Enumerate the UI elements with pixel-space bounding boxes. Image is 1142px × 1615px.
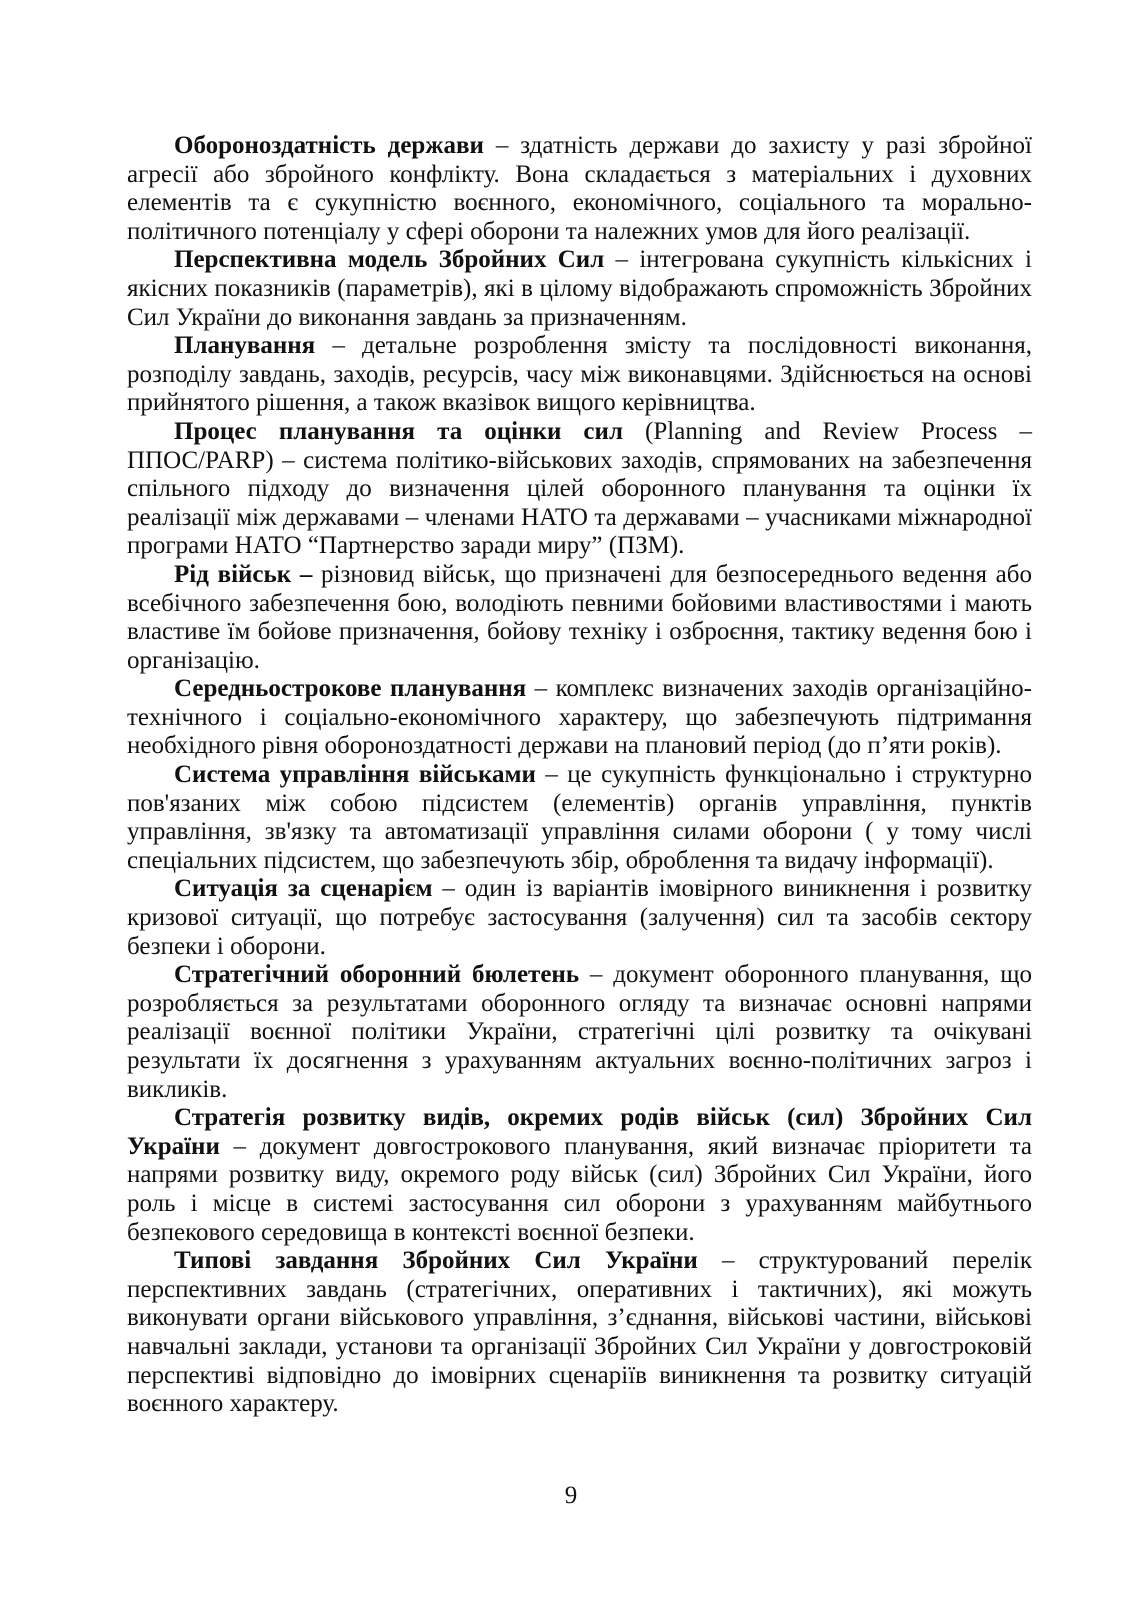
glossary-definition: – структурований перелік перспективних завдань (стратегічних, оперативних і тактичних), які можуть виконувати органи військового управління, з’єднання, військові частини, військові навчальні заклади, установи та організації Збройних Сил України у довгостроковій перспективі відповідно до імовірних сценаріїв виникнення та розвитку ситуацій воєнного характеру. — [127, 1247, 1032, 1418]
glossary-term: Стратегічний оборонний бюлетень — [174, 961, 580, 989]
glossary-paragraph — [127, 132, 1032, 246]
glossary-definition: різновид військ, що призначені для безпосереднього ведення або всебічного забезпечення бою, володіють певними бойовими властивостями і мають властиве їм бойове призначення, бойову техніку і озброєння, тактику ведення бою і організацію. — [127, 560, 1032, 674]
glossary-definition: – один із варіантів імовірного виникнення і розвитку кризової ситуації, що потребує застосування (залучення) сил та засобів сектору безпеки і оборони. — [127, 875, 1032, 960]
glossary-paragraph — [127, 332, 1032, 418]
glossary-term: Середньострокове планування — [174, 675, 527, 703]
glossary-term: Типові завдання Збройних Сил України — [174, 1247, 698, 1275]
glossary-term: Планування — [174, 332, 316, 360]
glossary-term: Система управління військами — [174, 761, 536, 789]
glossary-paragraph — [127, 761, 1032, 875]
glossary-definition: – комплекс визначених заходів організаційно-технічного і соціально-економічного характеру, що забезпечують підтримання необхідного рівня обороноздатності держави на плановий період (до п’яти років). — [127, 675, 1032, 760]
page-number: 9 — [564, 1482, 578, 1509]
glossary-paragraph — [127, 961, 1032, 1104]
glossary-paragraphs — [127, 132, 1032, 1419]
glossary-definition: – інтегрована сукупність кількісних і якісних показників (параметрів), які в цілому відображають спроможність Збройних Сил України до виконання завдань за призначенням. — [127, 246, 1032, 331]
glossary-term: Перспективна модель Збройних Сил — [174, 246, 605, 274]
glossary-paragraph — [127, 561, 1032, 675]
glossary-definition: – документ довгострокового планування, який визначає пріоритети та напрями розвитку виду, окремого роду військ (сил) Збройних Сил України, його роль і місце в системі застосування сил оборони з урахуванням майбутнього безпекового середовища в контексті воєнної безпеки. — [127, 1132, 1032, 1246]
glossary-term: Рід військ – — [174, 560, 313, 588]
glossary-definition: – це сукупність функціонально і структурно пов'язаних між собою підсистем (елементів) органів управління, пунктів управління, зв'язку та автоматизації управління силами оборони ( у тому числі спеціальних підсистем, що забезпечують збір, оброблення та видачу інформації). — [127, 761, 1033, 874]
glossary-term: Ситуація за сценарієм — [174, 875, 433, 903]
glossary-paragraph — [127, 418, 1032, 561]
glossary-term: Процес планування та оцінки сил — [174, 417, 623, 445]
glossary-paragraph — [127, 246, 1032, 332]
glossary-definition: – документ оборонного планування, що розробляється за результатами оборонного огляду та визначає основні напрями реалізації воєнної політики України, стратегічні цілі розвитку та очікувані результати їх досягнення з урахуванням актуальних воєнно-політичних загроз і викликів. — [127, 961, 1032, 1103]
glossary-paragraph — [127, 1104, 1032, 1247]
glossary-paragraph — [127, 675, 1032, 761]
glossary-definition: (Planning and Review Process – ППОС/PARP) – система політико-військових заходів, спрямованих на забезпечення спільного підходу до визначення цілей оборонного планування та оцінки їх реалізації між державами – членами НАТО та державами – учасниками міжнародної програми НАТО “Партнерство заради миру” (ПЗМ). — [127, 417, 1032, 560]
glossary-paragraph — [127, 1247, 1032, 1419]
glossary-definition: – здатність держави до захисту у разі збройної агресії або збройного конфлікту. Вона складається з матеріальних і духовних елементів та є сукупністю воєнного, економічного, соціального та морально-політичного потенціалу у сфері оборони та належних умов для його реалізації. — [127, 132, 1032, 245]
glossary-paragraph — [127, 875, 1032, 961]
glossary-term: Стратегія розвитку видів, окремих родів військ (сил) Збройних Сил України — [127, 1104, 1032, 1160]
glossary-definition: – детальне розроблення змісту та послідовності виконання, розподілу завдань, заходів, ресурсів, часу між виконавцями. Здійснюється на основі прийнятого рішення, а також вказівок вищого керівництва. — [127, 332, 1032, 417]
glossary-term: Обороноздатність держави — [174, 132, 484, 159]
